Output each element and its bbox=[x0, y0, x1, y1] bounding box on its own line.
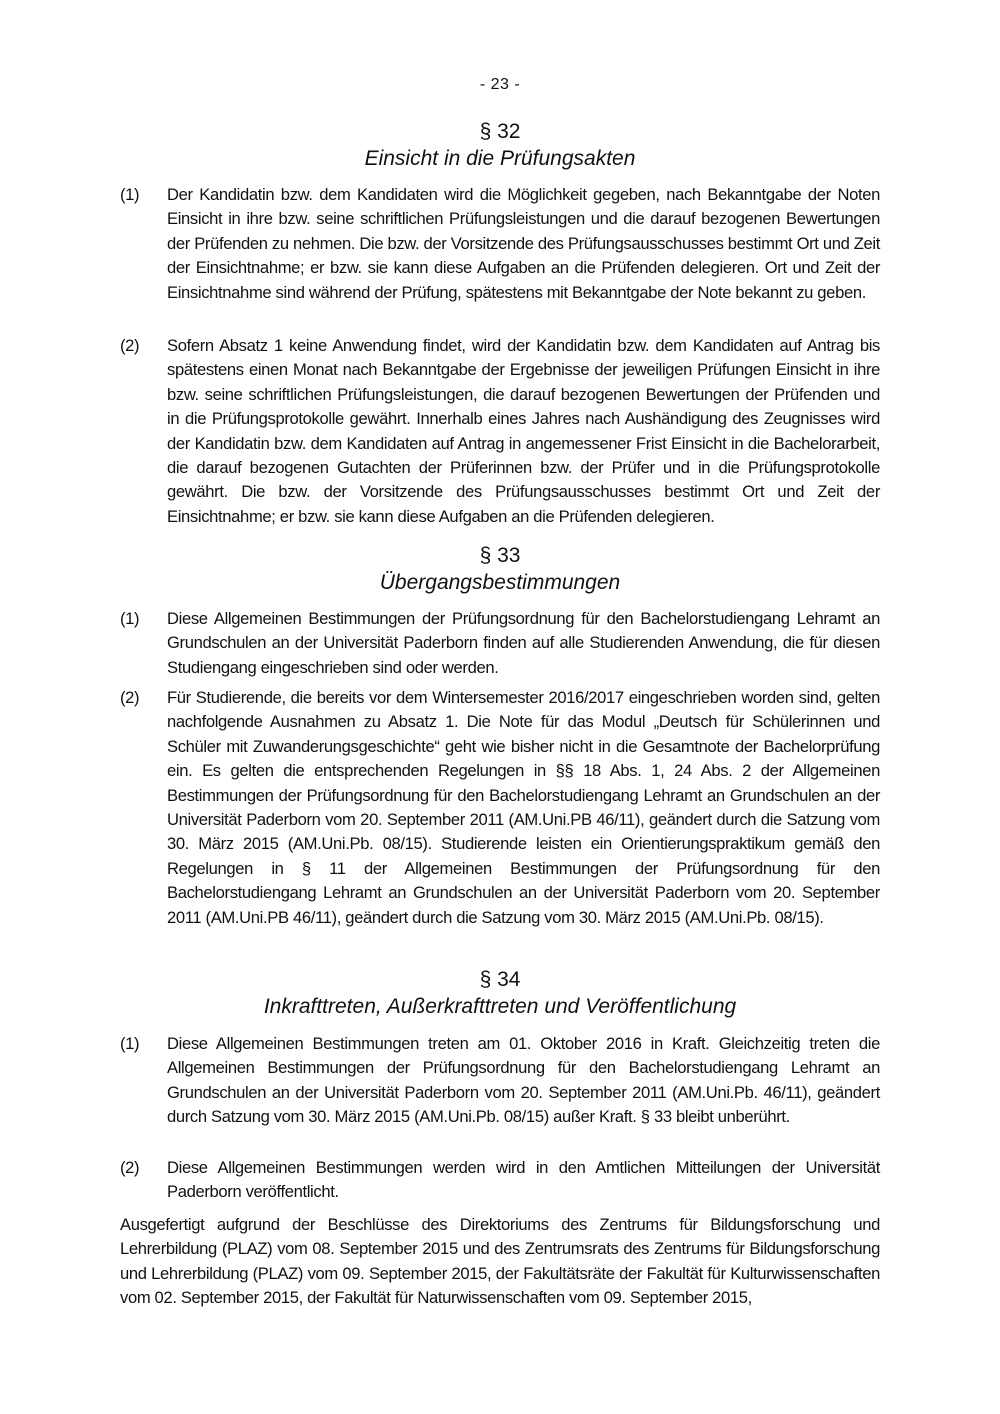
paragraph-number: (2) bbox=[120, 688, 140, 707]
section-heading-33 bbox=[0, 542, 1000, 596]
paragraph-text: Diese Allgemeinen Bestimmungen der Prüfungsordnung für den Bachelorstudiengang Lehramt an Grundschulen an der Universität Paderborn finden auf alle Studierenden Anwendung, die für diesen Studiengang eingeschrieben sind oder werden. bbox=[167, 609, 880, 677]
paragraph bbox=[120, 1032, 880, 1130]
paragraph bbox=[120, 183, 880, 305]
paragraph bbox=[120, 334, 880, 529]
paragraph-text: Diese Allgemeinen Bestimmungen werden wird in den Amtlichen Mitteilungen der Universität Paderborn veröffentlicht. bbox=[167, 1158, 880, 1202]
section-title: Inkrafttreten, Außerkrafttreten und Veröffentlichung bbox=[263, 995, 737, 1018]
paragraph-text: Der Kandidatin bzw. dem Kandidaten wird die Möglichkeit gegeben, nach Bekanntgabe der Noten Einsicht in ihre bzw. seine schriftlichen Prüfungsleistungen und die darauf bezogenen Bewertungen der Prüfenden zu nehmen. Die bzw. der Vorsitzende des Prüfungsausschusses bestimmt Ort und Zeit der Einsichtnahme; er bzw. sie kann diese Aufgaben an die Prüfenden delegieren. Ort und Zeit der Einsichtnahme sind während der Prüfung, spätestens mit Bekanntgabe der Note bekannt zu geben. bbox=[167, 185, 880, 302]
paragraph bbox=[120, 686, 880, 930]
closing-paragraph: Ausgefertigt aufgrund der Beschlüsse des Direktoriums des Zentrums für Bildungsforschung und Lehrerbildung (PLAZ) vom 08. September 2015 und des Zentrumsrats des Zentrums für Bildungsforschung und Lehrerbildung (PLAZ) vom 09. September 2015, der Fakultätsräte der Fakultät für Kulturwissenschaften vom 02. September 2015, der Fakultät für Naturwissenschaften vom 09. September 2015, bbox=[120, 1215, 880, 1308]
paragraph-text: Für Studierende, die bereits vor dem Wintersemester 2016/2017 eingeschrieben worden sind, gelten nachfolgende Ausnahmen zu Absatz 1. Die Note für das Modul „Deutsch für Schülerinnen und Schüler mit Zuwanderungsgeschichte“ geht wie bisher nicht in die Gesamtnote der Bachelorprüfung ein. Es gelten die entsprechenden Regelungen in §§ 18 Abs. 1, 24 Abs. 2 der Allgemeinen Bestimmungen der Prüfungsordnung für den Bachelorstudiengang Lehramt an Grundschulen an der Universität Paderborn vom 20. September 2011 (AM.Uni.PB 46/11), geändert durch die Satzung vom 30. März 2015 (AM.Uni.Pb. 08/15). Studierende leisten ein Orientierungspraktikum gemäß den Regelungen in § 11 der Allgemeinen Bestimmungen der Prüfungsordnung für den Bachelorstudiengang Lehramt an Grundschulen an der Universität Paderborn vom 20. September 2011 (AM.Uni.PB 46/11), geändert durch die Satzung vom 30. März 2015 (AM.Uni.Pb. 08/15). bbox=[167, 688, 880, 927]
paragraph bbox=[120, 607, 880, 680]
paragraph bbox=[120, 1156, 880, 1205]
section-number: § 34 bbox=[479, 968, 521, 991]
paragraph-text: Diese Allgemeinen Bestimmungen treten am 01. Oktober 2016 in Kraft. Gleichzeitig treten die Allgemeinen Bestimmungen der Prüfungsordnung für den Bachelorstudiengang Lehramt an Grundschulen an der Universität Paderborn vom 20. September 2011 (AM.Uni.Pb. 46/11), geändert durch Satzung vom 30. März 2015 (AM.Uni.Pb. 08/15) außer Kraft. § 33 bleibt unberührt. bbox=[167, 1034, 880, 1127]
section-title: Einsicht in die Prüfungsakten bbox=[364, 147, 636, 170]
page-number: - 23 - bbox=[479, 76, 521, 93]
section-number: § 32 bbox=[479, 120, 521, 143]
paragraph-number: (1) bbox=[120, 609, 140, 628]
paragraph-number: (2) bbox=[120, 1158, 140, 1177]
section-heading-32 bbox=[0, 118, 1000, 172]
section-number: § 33 bbox=[479, 544, 521, 567]
paragraph-text: Sofern Absatz 1 keine Anwendung findet, wird der Kandidatin bzw. dem Kandidaten auf Antrag bis spätestens einen Monat nach Bekanntgabe der Ergebnisse der jeweiligen Prüfungen Einsicht in ihre bzw. seine schriftlichen Prüfungsleistungen, die darauf bezogenen Bewertungen der Prüfenden und in die Prüfungsprotokolle gewährt. Innerhalb eines Jahres nach Aushändigung des Zeugnisses wird der Kandidatin bzw. dem Kandidaten auf Antrag in angemessener Frist Einsicht in die Bachelorarbeit, die darauf bezogenen Gutachten der Prüferinnen bzw. der Prüfer und in die Prüfungsprotokolle gewährt. Die bzw. der Vorsitzende des Prüfungsausschusses bestimmt Ort und Zeit der Einsichtnahme; er bzw. sie kann diese Aufgaben an die Prüfenden delegieren. bbox=[167, 336, 880, 526]
paragraph-number: (2) bbox=[120, 336, 140, 355]
section-title: Übergangsbestimmungen bbox=[379, 571, 621, 594]
paragraph-number: (1) bbox=[120, 185, 140, 204]
section-heading-34 bbox=[0, 966, 1000, 1020]
paragraph-number: (1) bbox=[120, 1034, 140, 1053]
